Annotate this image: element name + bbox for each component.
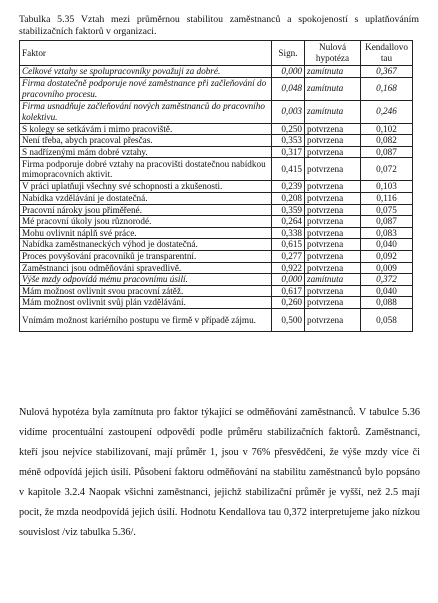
hypothesis-cell: potvrzena xyxy=(305,192,361,204)
factor-cell: V práci uplatňuji všechny své schopnosti a zkušenosti. xyxy=(20,181,272,193)
hypothesis-cell: potvrzena xyxy=(305,135,361,147)
table-row xyxy=(20,158,413,181)
results-table xyxy=(19,40,413,332)
hypothesis-cell: potvrzena xyxy=(305,216,361,228)
tau-cell: 0,009 xyxy=(361,262,413,274)
sign-cell: 0,003 xyxy=(272,100,305,123)
factor-cell: S kolegy se setkávám i mimo pracoviště. xyxy=(20,123,272,135)
sign-cell: 0,500 xyxy=(272,308,305,331)
table-header-row xyxy=(20,41,413,66)
hypothesis-cell: potvrzena xyxy=(305,181,361,193)
header-factor: Faktor xyxy=(20,41,272,66)
table-row xyxy=(20,77,413,100)
table-row xyxy=(20,216,413,228)
tau-cell: 0,367 xyxy=(361,66,413,78)
sign-cell: 0,359 xyxy=(272,204,305,216)
factor-cell: Zaměstnanci jsou odměňováni spravedlivě. xyxy=(20,262,272,274)
tau-cell: 0,072 xyxy=(361,158,413,181)
body-paragraph: Nulová hypotéza byla zamítnuta pro faktor týkající se odměňování zaměstnanců. V tabulce 5.36 vidíme procentuální zastoupení odpovědí podle průměru stabilizačních faktorů. Zaměstnanci, kteří jsou nejvíce stabilizovaní, mají průměr 1, jsou v 76% přesvědčeni, že výše mzdy více či méně odpovídá jejich úsilí. Působení faktoru odměňování na stabilitu zaměstnanců bylo popsáno v kapitole 3.2.4 Naopak všichni zaměstnanci, jejichž stabilizační průměr je vyšší, než 2.5 mají pocit, že mzda neodpovídá jejich úsilí. Hodnotu Kendallova tau 0,372 interpretujeme jako nízkou souvislost /viz tabulka 5.36/. xyxy=(19,407,420,538)
tau-cell: 0,075 xyxy=(361,204,413,216)
sign-cell: 0,208 xyxy=(272,192,305,204)
hypothesis-cell: zamítnuta xyxy=(305,274,361,286)
factor-cell: Firma podporuje dobré vztahy na pracovišti dostatečnou nabídkou mimopracovních aktivit. xyxy=(20,158,272,181)
tau-cell: 0,040 xyxy=(361,285,413,297)
table-row xyxy=(20,262,413,274)
hypothesis-cell: potvrzena xyxy=(305,204,361,216)
header-sign: Sign. xyxy=(272,41,305,66)
table-row xyxy=(20,227,413,239)
hypothesis-cell: zamítnuta xyxy=(305,100,361,123)
table-row xyxy=(20,123,413,135)
hypothesis-cell: zamítnuta xyxy=(305,77,361,100)
factor-cell: Firma usnadňuje začleňování nových zaměstnanců do pracovního kolektivu. xyxy=(20,100,272,123)
sign-cell: 0,317 xyxy=(272,146,305,158)
table-row xyxy=(20,181,413,193)
table-row xyxy=(20,308,413,331)
hypothesis-cell: potvrzena xyxy=(305,239,361,251)
factor-cell: Výše mzdy odpovídá mému pracovnímu úsilí. xyxy=(20,274,272,286)
table-row xyxy=(20,274,413,286)
sign-cell: 0,277 xyxy=(272,250,305,262)
tau-cell: 0,103 xyxy=(361,181,413,193)
tau-cell: 0,082 xyxy=(361,135,413,147)
sign-cell: 0,922 xyxy=(272,262,305,274)
sign-cell: 0,617 xyxy=(272,285,305,297)
tau-cell: 0,087 xyxy=(361,146,413,158)
table-row xyxy=(20,146,413,158)
hypothesis-cell: potvrzena xyxy=(305,227,361,239)
sign-cell: 0,338 xyxy=(272,227,305,239)
factor-cell: Proces povyšování pracovníků je transparentní. xyxy=(20,250,272,262)
hypothesis-cell: potvrzena xyxy=(305,146,361,158)
factor-cell: Mé pracovní úkoly jsou různorodé. xyxy=(20,216,272,228)
sign-cell: 0,048 xyxy=(272,77,305,100)
hypothesis-cell: potvrzena xyxy=(305,158,361,181)
tau-cell: 0,372 xyxy=(361,274,413,286)
table-row xyxy=(20,250,413,262)
tau-cell: 0,168 xyxy=(361,77,413,100)
factor-cell: Celkové vztahy se spolupracovníky považuji za dobré. xyxy=(20,66,272,78)
table-row xyxy=(20,135,413,147)
factor-cell: Pracovní nároky jsou přiměřené. xyxy=(20,204,272,216)
header-tau: Kendallovo tau xyxy=(361,41,413,66)
tau-cell: 0,087 xyxy=(361,216,413,228)
table-row xyxy=(20,239,413,251)
tau-cell: 0,246 xyxy=(361,100,413,123)
hypothesis-cell: potvrzena xyxy=(305,285,361,297)
hypothesis-cell: potvrzena xyxy=(305,308,361,331)
table-row xyxy=(20,66,413,78)
table-caption: Tabulka 5.35 Vztah mezi průměrnou stabilitou zaměstnanců a spokojeností s uplatňováním stabilizačních faktorů v organizaci. xyxy=(19,14,419,37)
sign-cell: 0,264 xyxy=(272,216,305,228)
factor-cell: Mohu ovlivnit náplň své práce. xyxy=(20,227,272,239)
factor-cell: Vnímám možnost kariérního postupu ve firmě v případě zájmu. xyxy=(20,308,272,331)
table-row xyxy=(20,204,413,216)
factor-cell: Mám možnost ovlivnit svůj plán vzdělávání. xyxy=(20,297,272,309)
sign-cell: 0,260 xyxy=(272,297,305,309)
table-row xyxy=(20,285,413,297)
factor-cell: Nabídka zaměstnaneckých výhod je dostatečná. xyxy=(20,239,272,251)
tau-cell: 0,083 xyxy=(361,227,413,239)
table-body xyxy=(20,66,413,332)
tau-cell: 0,102 xyxy=(361,123,413,135)
sign-cell: 0,415 xyxy=(272,158,305,181)
table-row xyxy=(20,100,413,123)
sign-cell: 0,250 xyxy=(272,123,305,135)
tau-cell: 0,088 xyxy=(361,297,413,309)
hypothesis-cell: potvrzena xyxy=(305,123,361,135)
tau-cell: 0,092 xyxy=(361,250,413,262)
hypothesis-cell: potvrzena xyxy=(305,297,361,309)
tau-cell: 0,058 xyxy=(361,308,413,331)
table-row xyxy=(20,192,413,204)
factor-cell: Není třeba, abych pracoval přesčas. xyxy=(20,135,272,147)
header-hypothesis: Nulová hypotéza xyxy=(305,41,361,66)
hypothesis-cell: zamítnuta xyxy=(305,66,361,78)
hypothesis-cell: potvrzena xyxy=(305,250,361,262)
sign-cell: 0,353 xyxy=(272,135,305,147)
hypothesis-cell: potvrzena xyxy=(305,262,361,274)
table-row xyxy=(20,297,413,309)
sign-cell: 0,615 xyxy=(272,239,305,251)
sign-cell: 0,000 xyxy=(272,274,305,286)
factor-cell: S nadřízenými mám dobré vztahy. xyxy=(20,146,272,158)
factor-cell: Firma dostatečně podporuje nové zaměstnance při začleňování do pracovního procesu. xyxy=(20,77,272,100)
sign-cell: 0,000 xyxy=(272,66,305,78)
sign-cell: 0,239 xyxy=(272,181,305,193)
factor-cell: Nabídka vzdělávání je dostatečná. xyxy=(20,192,272,204)
factor-cell: Mám možnost ovlivnit svou pracovní zátěž. xyxy=(20,285,272,297)
tau-cell: 0,116 xyxy=(361,192,413,204)
tau-cell: 0,040 xyxy=(361,239,413,251)
